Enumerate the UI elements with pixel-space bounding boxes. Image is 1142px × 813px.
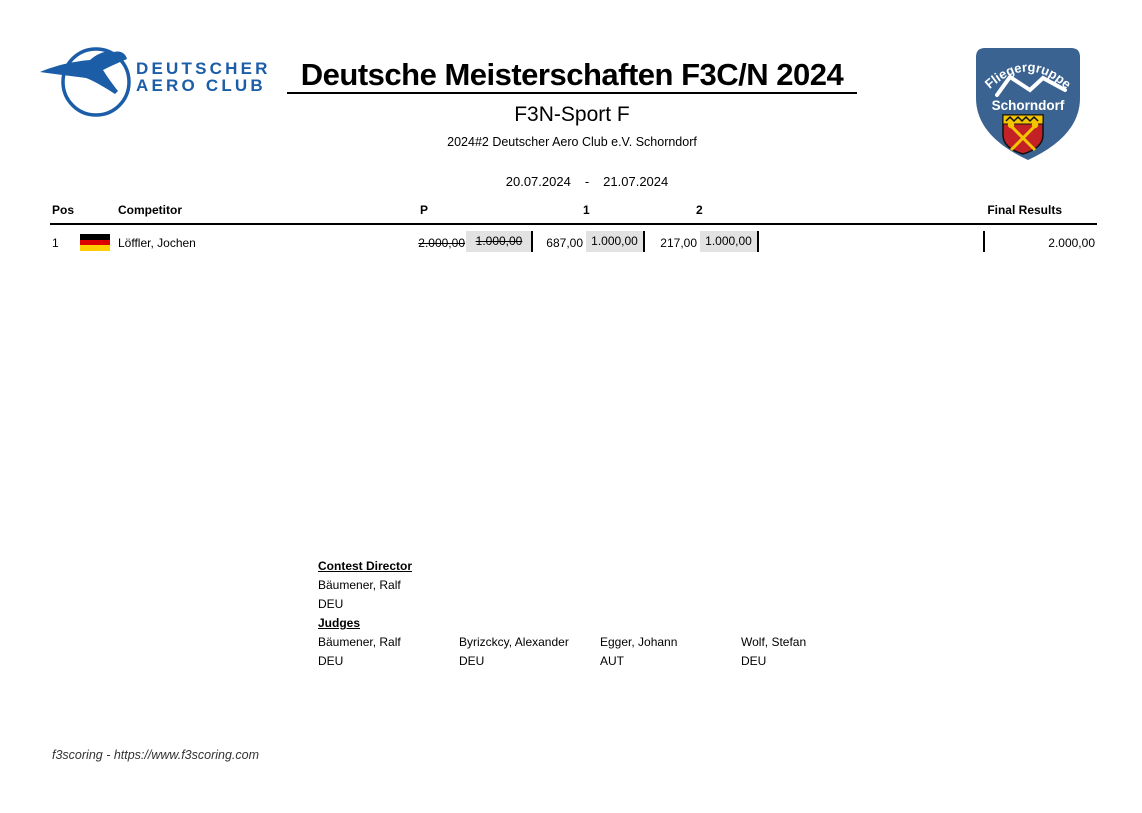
date-to: 21.07.2024 xyxy=(603,174,669,189)
judge-name: Bäumener, Ralf xyxy=(318,635,401,649)
col-header-round1: 1 xyxy=(583,203,590,217)
score-round1-normalized: 1.000,00 xyxy=(586,231,643,252)
judges-heading: Judges xyxy=(318,616,361,630)
judge-country: DEU xyxy=(318,654,344,668)
score-round1-raw: 687,00 xyxy=(546,236,583,250)
badge-club-name: Schorndorf xyxy=(991,98,1065,113)
col-header-final: Final Results xyxy=(987,203,1062,217)
score-separator xyxy=(757,231,759,252)
judge-name: Egger, Johann xyxy=(600,635,678,649)
daec-logo xyxy=(136,60,271,94)
final-column-separator xyxy=(983,231,985,252)
judge-name: Byrizckcy, Alexander xyxy=(459,635,569,649)
title-underline xyxy=(287,92,857,94)
contest-director-country: DEU xyxy=(318,597,344,611)
contest-director-name: Bäumener, Ralf xyxy=(318,578,401,592)
date-from: 20.07.2024 xyxy=(505,174,571,189)
daec-logo-text-line1: DEUTSCHER xyxy=(136,59,271,78)
club-badge xyxy=(974,46,1082,164)
table-header-rule xyxy=(50,223,1097,225)
class-subtitle: F3N-Sport F xyxy=(514,103,630,126)
daec-logo-text-line2: AERO CLUB xyxy=(136,76,266,95)
judge-country: AUT xyxy=(600,654,624,668)
badge-arc-text: Fliegergruppe xyxy=(981,59,1075,92)
score-round2-normalized: 1.000,00 xyxy=(700,231,757,252)
row-position: 1 xyxy=(52,236,59,250)
score-round2-raw: 217,00 xyxy=(660,236,697,250)
col-header-round2: 2 xyxy=(696,203,703,217)
daec-bird-icon xyxy=(36,46,140,120)
col-header-pos: Pos xyxy=(52,203,75,217)
date-separator: - xyxy=(584,174,590,189)
event-name: 2024#2 Deutscher Aero Club e.V. Schorndorf xyxy=(447,135,697,149)
judge-name: Wolf, Stefan xyxy=(741,635,807,649)
col-header-competitor: Competitor xyxy=(118,203,182,217)
contest-director-heading: Contest Director xyxy=(318,559,413,573)
page-title: Deutsche Meisterschaften F3C/N 2024 xyxy=(300,57,844,92)
judge-country: DEU xyxy=(459,654,485,668)
footer-credit: f3scoring - https://www.f3scoring.com xyxy=(52,748,260,762)
score-p-raw: 2.000,00 xyxy=(418,236,465,250)
judge-country: DEU xyxy=(741,654,767,668)
event-dates xyxy=(287,174,887,189)
competitor-name: Löffler, Jochen xyxy=(118,236,196,250)
score-p-normalized: 1.000,00 xyxy=(466,231,532,252)
col-header-p: P xyxy=(420,203,429,217)
final-result-value: 2.000,00 xyxy=(1048,236,1095,250)
germany-flag-icon xyxy=(80,234,110,251)
